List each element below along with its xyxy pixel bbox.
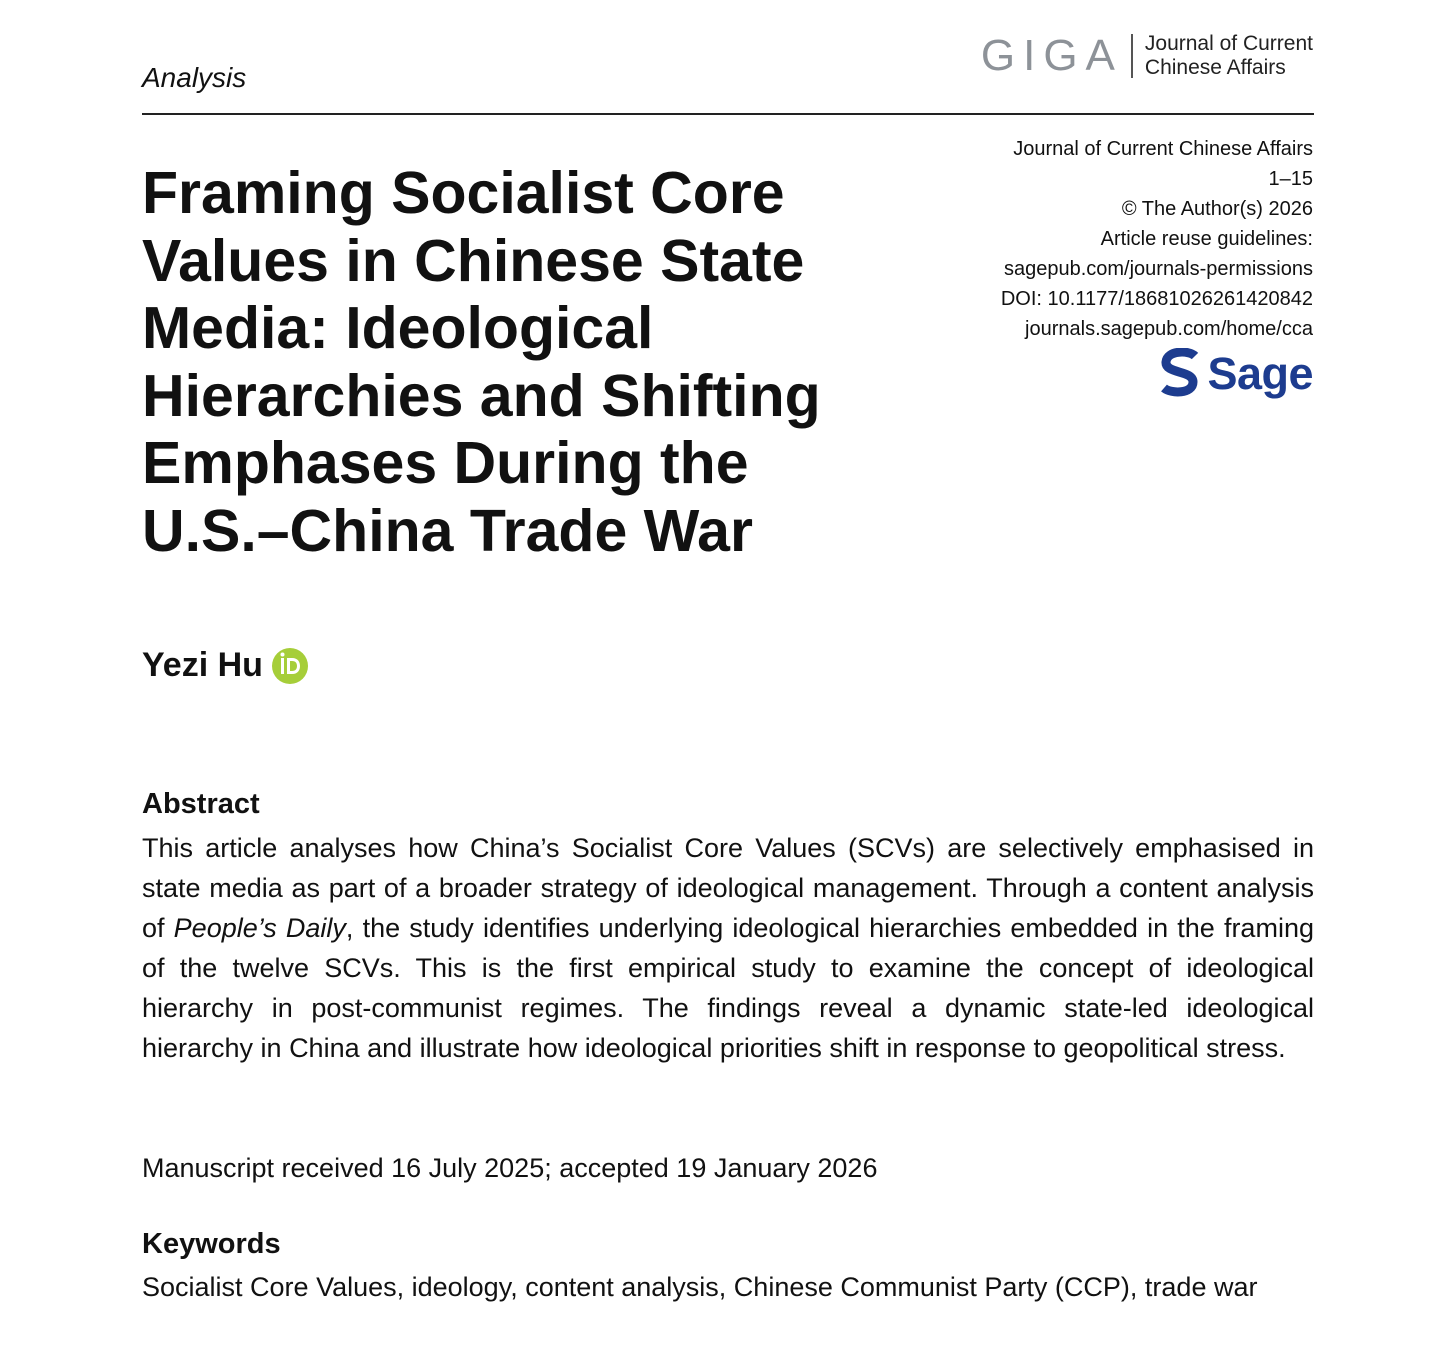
abstract-italic-source: People’s Daily xyxy=(173,913,346,943)
journal-logo-name-line1: Journal of Current xyxy=(1144,32,1313,55)
article-meta xyxy=(1001,134,1313,344)
author-line xyxy=(142,646,309,685)
sage-s-icon xyxy=(1159,348,1201,398)
logo-divider xyxy=(1131,34,1133,78)
meta-reuse-label: Article reuse guidelines: xyxy=(1100,228,1313,250)
meta-pages: 1–15 xyxy=(1268,168,1313,190)
journal-logo-name-line2: Chinese Affairs xyxy=(1144,56,1286,79)
keywords-heading: Keywords xyxy=(142,1228,281,1260)
sage-wordmark: Sage xyxy=(1207,347,1313,399)
manuscript-dates: Manuscript received 16 July 2025; accepted 19 January 2026 xyxy=(142,1153,878,1183)
giga-logo: GIGA xyxy=(980,31,1123,80)
article-title: Framing Socialist Core Values in Chinese State Media: Ideological Hierarchies and Shifting Emphases During the U.S.–China Trade War xyxy=(142,160,821,564)
section-label: Analysis xyxy=(142,62,247,93)
keywords-list: Socialist Core Values, ideology, content analysis, Chinese Communist Party (CCP), trade war xyxy=(142,1272,1258,1302)
author-name: Yezi Hu xyxy=(142,646,263,684)
meta-journal-link[interactable]: journals.sagepub.com/home/cca xyxy=(1025,318,1313,340)
meta-doi[interactable]: DOI: 10.1177/18681026261420842 xyxy=(1000,288,1313,310)
giga-journal-logo xyxy=(981,32,1313,80)
abstract-heading: Abstract xyxy=(142,788,260,820)
meta-journal: Journal of Current Chinese Affairs xyxy=(1013,138,1313,160)
orcid-icon[interactable] xyxy=(271,647,309,685)
abstract-text-1: This article analyses how China’s Socialist Core Values (SCVs) are selectively emphasised in state media as part of a broader strategy of ideological management. Through a content analysis of xyxy=(142,833,1314,943)
meta-reuse-link[interactable]: sagepub.com/journals-permissions xyxy=(1003,258,1313,280)
abstract-body xyxy=(142,828,1314,1068)
sage-logo xyxy=(1159,348,1313,398)
abstract-text-2: , the study identifies underlying ideological hierarchies embedded in the framing of the twelve SCVs. This is the first empirical study to examine the concept of ideological hierarchy in post-communist regimes. The findings reveal a dynamic state-led ideological hierarchy in China and illustrate how ideological priorities shift in response to geopolitical stress. xyxy=(142,913,1314,1063)
header-rule xyxy=(142,113,1314,115)
journal-logo-name xyxy=(1145,32,1313,80)
meta-copyright: © The Author(s) 2026 xyxy=(1121,198,1313,220)
